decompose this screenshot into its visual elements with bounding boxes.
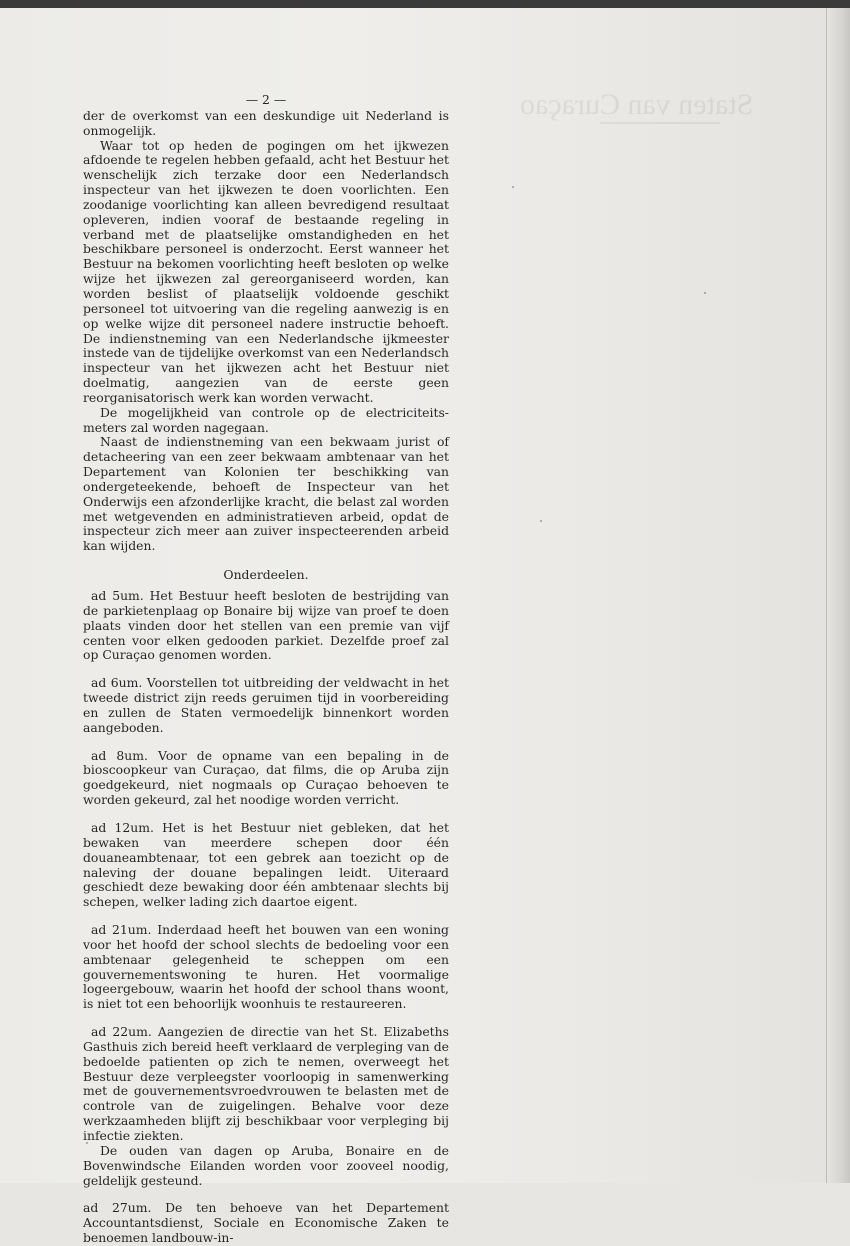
bleed-through-rule bbox=[600, 122, 720, 124]
section-ad-27: ad 27um. De ten behoeve van het Departement Accountantsdienst, Sociale en Economische Zaken te benoemen landbouw-in- bbox=[83, 1200, 449, 1246]
paper-speck bbox=[512, 186, 514, 188]
text-column bbox=[83, 93, 449, 1246]
paragraph: der de overkomst van een deskundige uit Nederland is onmogelijk. bbox=[83, 107, 449, 138]
paragraph: Waar tot op heden de pogingen om het ijkwezen afdoende te regelen hebben gefaald, acht het Bestuur het wenschelijk zich terzake door een Nederlandsch inspecteur van het ijkwezen te doen voorlichten. Een zoodanige voorlichting kan alleen bevredigend resultaat opleveren, indien vooraf de bestaande regeling in verband met de plaatselijke omstandigheden en het beschikbare personeel is onderzocht. Eerst wanneer het Bestuur na bekomen voorlichting heeft besloten op welke wijze het ijkwezen zal gereorganiseerd worden, kan worden beslist of plaatselijk voldoende geschikt personeel tot uitvoering van die regeling aanwezig is en op welke wijze dit personeel nadere instructie behoeft. De indienstneming van een Nederlandsche ijkmeester instede van de tijdelijke overkomst van een Nederlandsch inspecteur van het ijkwezen acht het Bestuur niet doelmatig, aangezien van de eerste geen reorganisatorisch werk kan worden verwacht. bbox=[83, 137, 449, 405]
page-crease bbox=[826, 8, 827, 1183]
scan-top-border bbox=[0, 0, 850, 8]
section-ad-5: ad 5um. Het Bestuur heeft besloten de bestrijding van de parkietenplaag op Bonaire bij wijze van proef te doen plaats vinden door het stellen van een premie van vijf centen voor elken gedooden parkiet. Dezelfde proef zal op Curaçao genomen worden. bbox=[83, 588, 449, 663]
section-ad-21: ad 21um. Inderdaad heeft het bouwen van een woning voor het hoofd der school slechts de bedoeling voor een ambtenaar gelegenheid te scheppen om een gouvernementswoning te huren. Het voormalige logeergebouw, waarin het hoofd der school thans woont, is niet tot een behoorlijk woonhuis te restaureeren. bbox=[83, 922, 449, 1012]
paper-speck bbox=[704, 292, 706, 294]
page-edge-shadow bbox=[828, 8, 850, 1183]
section-ad-22-continued: De ouden van dagen op Aruba, Bonaire en de Bovenwindsche Eilanden worden voor zooveel noodig, geldelijk gesteund. bbox=[83, 1142, 449, 1188]
paragraph: Naast de indienstneming van een bekwaam jurist of detacheering van een zeer bekwaam ambtenaar van het Departement van Kolonien ter beschikking van ondergeteekende, behoeft de Inspecteur van het Onderwijs een afzonderlijke kracht, die belast zal worden met wetgevenden en administratieven arbeid, opdat de inspecteur zich meer aan zuiver inspecteerenden arbeid kan wijden. bbox=[83, 434, 449, 554]
section-ad-8: ad 8um. Voor de opname van een bepaling in de bioscoopkeur van Curaçao, dat films, die op Aruba zijn goedgekeurd, niet nogmaals op Curaçao behoeven te worden gekeurd, zal het noodige worden verricht. bbox=[83, 747, 449, 808]
section-ad-6: ad 6um. Voorstellen tot uitbreiding der veldwacht in het tweede district zijn reeds geruimen tijd in voorbereiding en zullen de Staten vermoedelijk binnenkort worden aangeboden. bbox=[83, 675, 449, 735]
bleed-through-text: Staten van Curaçao bbox=[520, 88, 754, 121]
paragraph: De mogelijkheid van controle op de electriciteits-meters zal worden nagegaan. bbox=[83, 404, 449, 435]
paper-speck bbox=[540, 520, 542, 522]
section-ad-12: ad 12um. Het is het Bestuur niet gebleken, dat het bewaken van meerdere schepen door één douaneambtenaar, tot een gebrek aan toezicht op de naleving der douane bepalingen leidt. Uiteraard geschiedt deze bewaking door één ambtenaar slechts bij schepen, welker lading zich daartoe eigent. bbox=[83, 819, 449, 910]
section-ad-22: ad 22um. Aangezien de directie van het St. Elizabeths Gasthuis zich bereid heeft verklaard de verpleging van de bedoelde patienten op zich te nemen, overweegt het Bestuur deze verpleegster voorloopig in samenwerking met de gouvernementsvroedvrouwen te belasten met de controle van de zuigelingen. Behalve voor deze werkzaamheden blijft zij beschikbaar voor verpleging bij infectie ziekten. bbox=[83, 1024, 449, 1143]
page-number: — 2 — bbox=[245, 92, 287, 107]
section-heading: Onderdeelen. bbox=[223, 567, 309, 583]
